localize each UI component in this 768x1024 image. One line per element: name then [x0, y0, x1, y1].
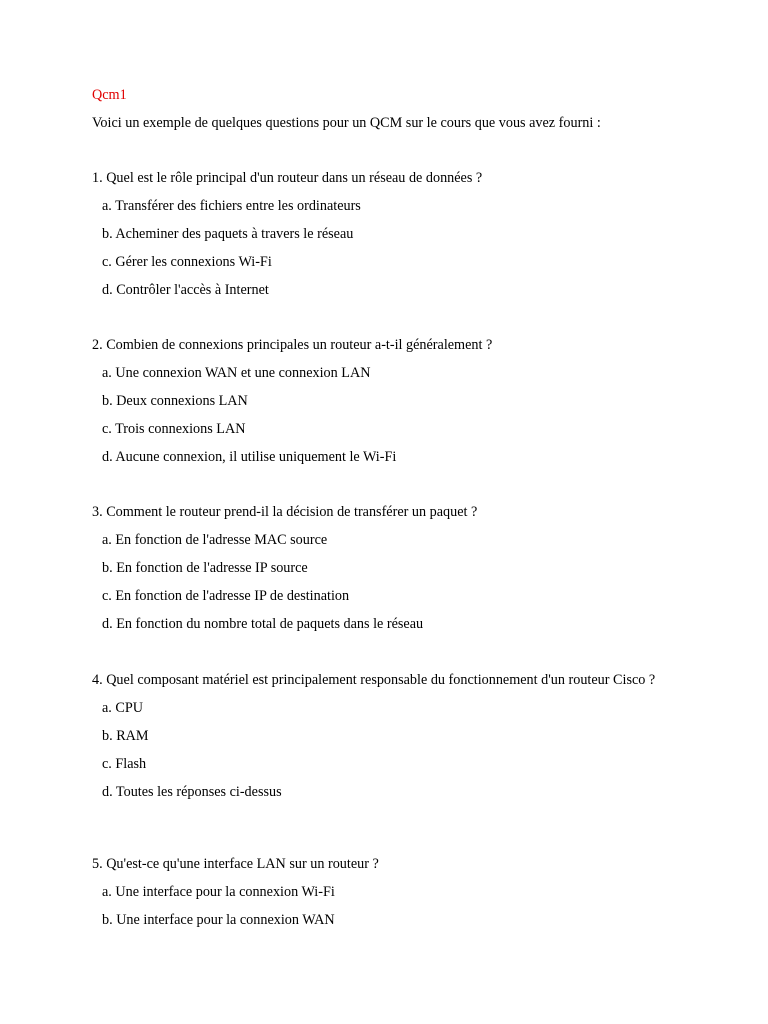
answer-option: b. Une interface pour la connexion WAN — [102, 912, 335, 928]
question-1 — [92, 169, 672, 299]
answer-options — [92, 699, 672, 801]
answer-option: a. CPU — [102, 700, 143, 716]
question-5 — [92, 855, 672, 929]
answer-options — [92, 531, 672, 633]
question-text: 3. Comment le routeur prend-il la décision de transférer un paquet ? — [92, 504, 478, 520]
answer-option: b. RAM — [102, 728, 149, 744]
question-3 — [92, 503, 672, 633]
answer-options — [92, 364, 672, 466]
answer-option: c. Flash — [102, 756, 147, 772]
answer-options — [92, 883, 672, 929]
question-text: 4. Quel composant matériel est principalement responsable du fonctionnement d'un routeur Cisco ? — [92, 672, 656, 688]
answer-options — [92, 197, 672, 299]
document-intro: Voici un exemple de quelques questions pour un QCM sur le cours que vous avez fourni : — [92, 115, 601, 131]
answer-option: a. Transférer des fichiers entre les ordinateurs — [102, 198, 361, 214]
answer-option: b. Acheminer des paquets à travers le réseau — [102, 226, 354, 242]
answer-option: c. En fonction de l'adresse IP de destination — [102, 588, 350, 604]
answer-option: b. Deux connexions LAN — [102, 393, 248, 409]
question-text: 5. Qu'est-ce qu'une interface LAN sur un routeur ? — [92, 856, 379, 872]
answer-option: b. En fonction de l'adresse IP source — [102, 560, 308, 576]
answer-option: c. Trois connexions LAN — [102, 421, 246, 437]
answer-option: c. Gérer les connexions Wi-Fi — [102, 254, 272, 270]
document-title: Qcm1 — [92, 87, 127, 103]
question-text: 2. Combien de connexions principales un routeur a-t-il généralement ? — [92, 337, 493, 353]
question-4 — [92, 671, 672, 801]
answer-option: d. Toutes les réponses ci-dessus — [102, 784, 282, 800]
question-text: 1. Quel est le rôle principal d'un routeur dans un réseau de données ? — [92, 170, 483, 186]
answer-option: d. Contrôler l'accès à Internet — [102, 282, 269, 298]
answer-option: a. En fonction de l'adresse MAC source — [102, 532, 328, 548]
question-2 — [92, 336, 672, 466]
answer-option: a. Une connexion WAN et une connexion LAN — [102, 365, 371, 381]
answer-option: a. Une interface pour la connexion Wi-Fi — [102, 884, 335, 900]
answer-option: d. En fonction du nombre total de paquets dans le réseau — [102, 616, 424, 632]
answer-option: d. Aucune connexion, il utilise uniquement le Wi-Fi — [102, 449, 397, 465]
